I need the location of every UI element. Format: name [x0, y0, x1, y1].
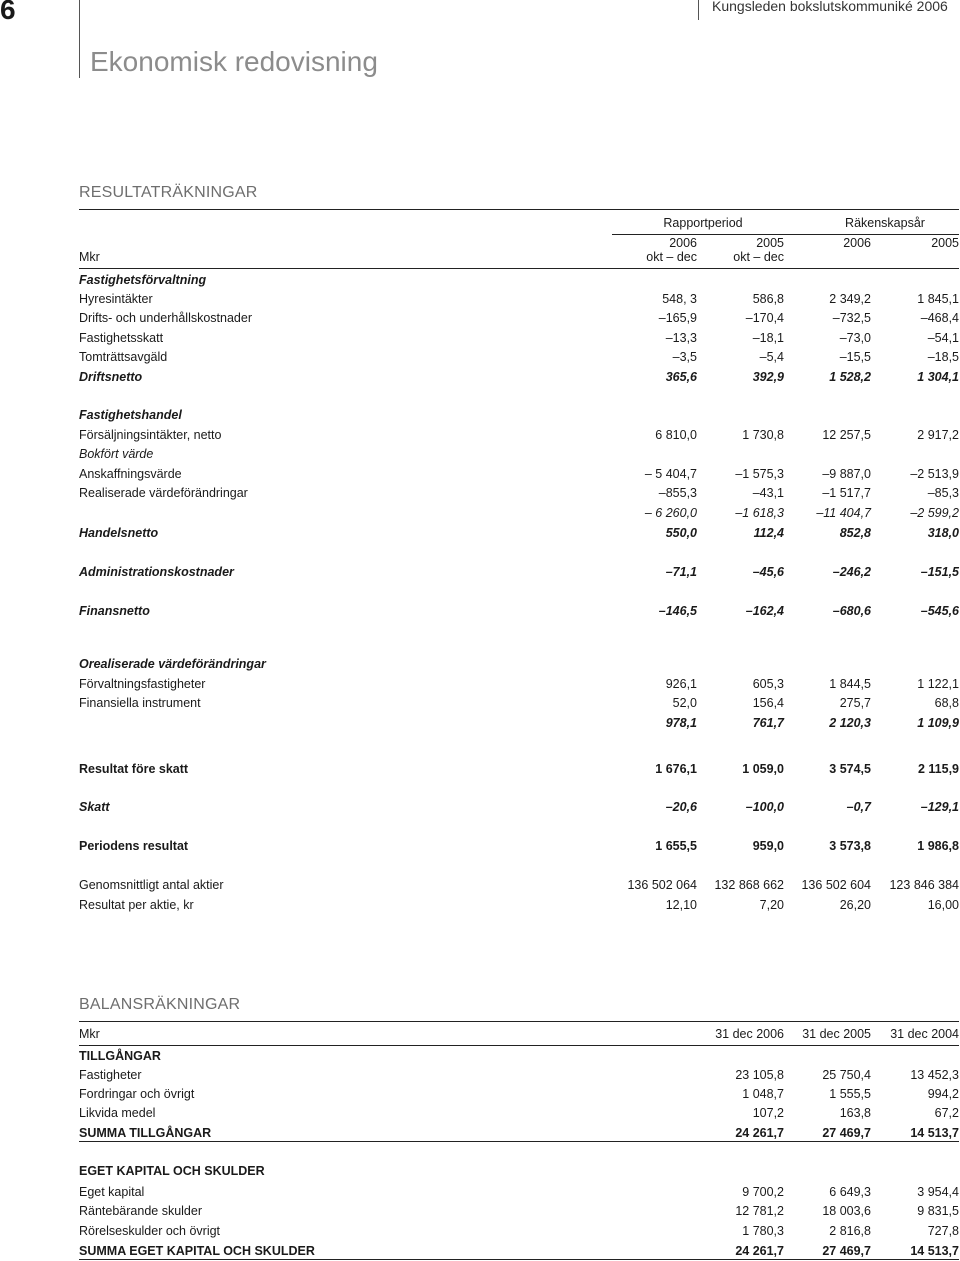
income-value-cell: –3,5 [672, 350, 697, 364]
balance-value-cell: 994,2 [927, 1087, 959, 1101]
balance-top-rule [79, 1021, 959, 1022]
income-row-label: Anskaffningsvärde [79, 467, 182, 481]
income-value-cell: 2 349,2 [829, 292, 871, 306]
balance-value-cell: 9 700,2 [742, 1185, 784, 1199]
income-value-cell: 1 986,8 [917, 839, 959, 853]
income-row-label: Skatt [79, 800, 110, 814]
income-row [79, 524, 960, 542]
income-value-cell: –680,6 [832, 604, 871, 618]
income-value-cell: 2 115,9 [917, 762, 959, 776]
balance-value-cell: 1 780,3 [742, 1224, 784, 1238]
balance-row-label: Räntebärande skulder [79, 1204, 202, 1218]
income-row-label: Resultat per aktie, kr [79, 898, 194, 912]
balance-row [79, 1222, 960, 1240]
balance-value-cell: 27 469,7 [822, 1126, 871, 1140]
income-row [79, 329, 960, 347]
balance-value-cell: 107,2 [752, 1106, 784, 1120]
income-value-cell: 392,9 [752, 370, 784, 384]
income-value-cell: –146,5 [658, 604, 697, 618]
income-value-cell: –246,2 [832, 565, 871, 579]
income-value-cell: 586,8 [752, 292, 784, 306]
balance-row [79, 1104, 960, 1122]
income-row [79, 368, 960, 386]
page-title: Ekonomisk redovisning [90, 46, 378, 77]
income-value-cell: –468,4 [920, 311, 959, 325]
header-divider [79, 0, 80, 78]
income-value-cell: 136 502 064 [627, 878, 697, 892]
balance-row [79, 1047, 960, 1065]
income-value-cell: 318,0 [927, 526, 959, 540]
balance-unit-label: Mkr [79, 1027, 100, 1041]
income-row-label: Driftsnetto [79, 370, 143, 384]
income-value-cell: 16,00 [927, 898, 959, 912]
income-value-cell: –0,7 [846, 800, 871, 814]
income-value-cell: 26,20 [839, 898, 871, 912]
balance-value-cell: 2 816,8 [829, 1224, 871, 1238]
balance-row-label: Likvida medel [79, 1106, 156, 1120]
income-row-label: Hyresintäkter [79, 292, 153, 306]
income-row-label: Fastighetsskatt [79, 331, 164, 345]
income-value-cell: –129,1 [920, 800, 959, 814]
balance-row-label: Fordringar och övrigt [79, 1087, 195, 1101]
income-value-cell: –151,5 [920, 565, 959, 579]
running-header: Kungsleden bokslutskommuniké 2006 [712, 0, 948, 14]
income-value-cell: 978,1 [665, 716, 697, 730]
date-header: 31 dec 2004 [890, 1027, 959, 1041]
balance-value-cell: 12 781,2 [735, 1204, 784, 1218]
income-row [79, 760, 960, 778]
income-row [79, 876, 960, 894]
balance-value-cell: 163,8 [839, 1106, 871, 1120]
income-value-cell: –11 404,7 [816, 506, 871, 520]
balance-section-title: BALANSRÄKNINGAR [79, 996, 241, 1013]
date-header: 31 dec 2006 [715, 1027, 784, 1041]
income-row-label: Orealiserade värdeförändringar [79, 657, 266, 671]
income-row-label: Fastighetsförvaltning [79, 273, 207, 287]
balance-row [79, 1183, 960, 1201]
balance-value-cell: 14 513,7 [910, 1126, 959, 1140]
income-value-cell: 52,0 [672, 696, 697, 710]
income-row-label: Drifts- och underhållskostnader [79, 311, 252, 325]
income-value-cell: 1 122,1 [917, 677, 959, 691]
income-section-title: RESULTATRÄKNINGAR [79, 184, 258, 201]
income-row [79, 837, 960, 855]
income-value-cell: –732,5 [832, 311, 871, 325]
balance-value-cell: 1 555,5 [829, 1087, 871, 1101]
income-value-cell: –18,1 [752, 331, 784, 345]
income-row-label: Realiserade värdeförändringar [79, 486, 248, 500]
income-row [79, 694, 960, 712]
balance-row-label: SUMMA TILLGÅNGAR [79, 1126, 212, 1140]
income-value-cell: 926,1 [665, 677, 697, 691]
income-value-cell: –45,6 [752, 565, 784, 579]
year-header: 2005 [756, 236, 784, 250]
income-row [79, 309, 960, 327]
income-value-cell: 959,0 [752, 839, 784, 853]
balance-value-cell: 23 105,8 [735, 1068, 784, 1082]
balance-value-cell: 6 649,3 [829, 1185, 871, 1199]
balance-row-label: SUMMA EGET KAPITAL OCH SKULDER [79, 1244, 315, 1258]
balance-row [79, 1242, 960, 1260]
income-top-rule [79, 209, 959, 210]
income-row-label: Förvaltningsfastigheter [79, 677, 206, 691]
income-row [79, 714, 960, 732]
income-value-cell: –85,3 [927, 486, 959, 500]
income-value-cell: 7,20 [759, 898, 784, 912]
income-value-cell: 1 059,0 [742, 762, 784, 776]
group-rule [612, 234, 959, 235]
income-row [79, 406, 960, 424]
period-header: okt – dec [733, 250, 784, 264]
income-value-cell: 12,10 [665, 898, 697, 912]
income-row [79, 504, 960, 522]
year-header: 2006 [843, 236, 871, 250]
date-header: 31 dec 2005 [802, 1027, 871, 1041]
year-header: 2005 [931, 236, 959, 250]
balance-value-cell: 13 452,3 [910, 1068, 959, 1082]
income-row-label: Handelsnetto [79, 526, 159, 540]
income-row-label: Resultat före skatt [79, 762, 189, 776]
income-unit-label: Mkr [79, 250, 100, 264]
income-value-cell: 6 810,0 [655, 428, 697, 442]
income-value-cell: –71,1 [665, 565, 697, 579]
income-value-cell: 112,4 [753, 526, 784, 540]
income-value-cell: –100,0 [745, 800, 784, 814]
income-value-cell: 1 655,5 [655, 839, 697, 853]
income-value-cell: –855,3 [658, 486, 697, 500]
balance-value-cell: 24 261,7 [735, 1126, 784, 1140]
income-value-cell: –18,5 [927, 350, 959, 364]
income-value-cell: 136 502 604 [801, 878, 871, 892]
income-value-cell: 605,3 [752, 677, 784, 691]
income-value-cell: 3 574,5 [829, 762, 871, 776]
income-row-label: Periodens resultat [79, 839, 189, 853]
balance-value-cell: 27 469,7 [822, 1244, 871, 1258]
income-value-cell: 1 845,1 [917, 292, 959, 306]
income-row-label: Fastighetshandel [79, 408, 182, 422]
income-value-cell: –20,6 [665, 800, 697, 814]
group-fiscal-year: Räkenskapsår [845, 216, 925, 230]
income-row-label: Finansnetto [79, 604, 150, 618]
balance-row-label: EGET KAPITAL OCH SKULDER [79, 1164, 265, 1178]
group-report-period: Rapportperiod [663, 216, 743, 230]
income-value-cell: –43,1 [752, 486, 784, 500]
balance-row [79, 1124, 960, 1142]
income-value-cell: –1 517,7 [822, 486, 871, 500]
income-value-cell: 550,0 [665, 526, 697, 540]
balance-row-label: TILLGÅNGAR [79, 1049, 161, 1063]
income-value-cell: –2 599,2 [910, 506, 959, 520]
income-value-cell: –2 513,9 [910, 467, 959, 481]
period-header: okt – dec [646, 250, 697, 264]
balance-assets-rule [79, 1141, 959, 1142]
income-row [79, 675, 960, 693]
income-row [79, 655, 960, 673]
income-row [79, 271, 960, 289]
income-value-cell: –73,0 [839, 331, 871, 345]
income-value-cell: –170,4 [745, 311, 784, 325]
income-value-cell: –13,3 [665, 331, 697, 345]
header-divider-right [698, 0, 699, 20]
income-row [79, 602, 960, 620]
income-value-cell: 1 304,1 [917, 370, 959, 384]
balance-value-cell: 9 831,5 [917, 1204, 959, 1218]
income-value-cell: 156,4 [752, 696, 784, 710]
income-value-cell: 1 528,2 [829, 370, 871, 384]
income-value-cell: 761,7 [752, 716, 784, 730]
balance-value-cell: 1 048,7 [742, 1087, 784, 1101]
income-header-rule [79, 268, 959, 269]
income-value-cell: –54,1 [927, 331, 959, 345]
balance-row [79, 1202, 960, 1220]
balance-row [79, 1085, 960, 1103]
income-row-label: Administrationskostnader [79, 565, 234, 579]
income-value-cell: –162,4 [745, 604, 784, 618]
income-row-label: Tomträttsavgäld [79, 350, 168, 364]
income-value-cell: –1 575,3 [735, 467, 784, 481]
balance-value-cell: 67,2 [934, 1106, 959, 1120]
balance-row-label: Rörelseskulder och övrigt [79, 1224, 221, 1238]
income-value-cell: 2 120,3 [829, 716, 871, 730]
income-value-cell: 852,8 [839, 526, 871, 540]
income-value-cell: –165,9 [658, 311, 697, 325]
balance-equity-rule [79, 1259, 959, 1260]
balance-row [79, 1162, 960, 1180]
income-value-cell: 12 257,5 [822, 428, 871, 442]
income-value-cell: 68,8 [934, 696, 959, 710]
income-row-label: Genomsnittligt antal aktier [79, 878, 224, 892]
income-value-cell: 275,7 [839, 696, 871, 710]
balance-value-cell: 727,8 [927, 1224, 959, 1238]
income-row-label: Finansiella instrument [79, 696, 201, 710]
balance-value-cell: 24 261,7 [735, 1244, 784, 1258]
income-row [79, 563, 960, 581]
income-row [79, 348, 960, 366]
balance-row-label: Fastigheter [79, 1068, 142, 1082]
balance-header-rule [79, 1045, 959, 1046]
income-value-cell: –1 618,3 [735, 506, 784, 520]
balance-value-cell: 14 513,7 [910, 1244, 959, 1258]
income-value-cell: 2 917,2 [917, 428, 959, 442]
income-row [79, 896, 960, 914]
income-value-cell: 1 730,8 [742, 428, 784, 442]
income-value-cell: 365,6 [665, 370, 697, 384]
balance-value-cell: 18 003,6 [822, 1204, 871, 1218]
income-row [79, 798, 960, 816]
income-row [79, 445, 960, 463]
income-value-cell: 548, 3 [662, 292, 697, 306]
balance-row [79, 1066, 960, 1084]
income-value-cell: 1 676,1 [655, 762, 697, 776]
income-row [79, 290, 960, 308]
income-row [79, 465, 960, 483]
income-value-cell: 3 573,8 [829, 839, 871, 853]
income-value-cell: –15,5 [839, 350, 871, 364]
income-value-cell: 1 109,9 [917, 716, 959, 730]
income-value-cell: 1 844,5 [829, 677, 871, 691]
income-value-cell: 132 868 662 [714, 878, 784, 892]
balance-row-label: Eget kapital [79, 1185, 145, 1199]
balance-value-cell: 3 954,4 [917, 1185, 959, 1199]
balance-value-cell: 25 750,4 [822, 1068, 871, 1082]
income-row [79, 426, 960, 444]
income-row [79, 484, 960, 502]
income-row-label: Bokfört värde [79, 447, 154, 461]
income-value-cell: – 5 404,7 [644, 467, 697, 481]
income-value-cell: –5,4 [759, 350, 784, 364]
income-value-cell: –545,6 [920, 604, 959, 618]
income-row-label: Försäljningsintäkter, netto [79, 428, 222, 442]
year-header: 2006 [669, 236, 697, 250]
page-number: 6 [0, 0, 16, 25]
income-value-cell: 123 846 384 [889, 878, 959, 892]
income-value-cell: –9 887,0 [822, 467, 871, 481]
income-value-cell: – 6 260,0 [644, 506, 697, 520]
